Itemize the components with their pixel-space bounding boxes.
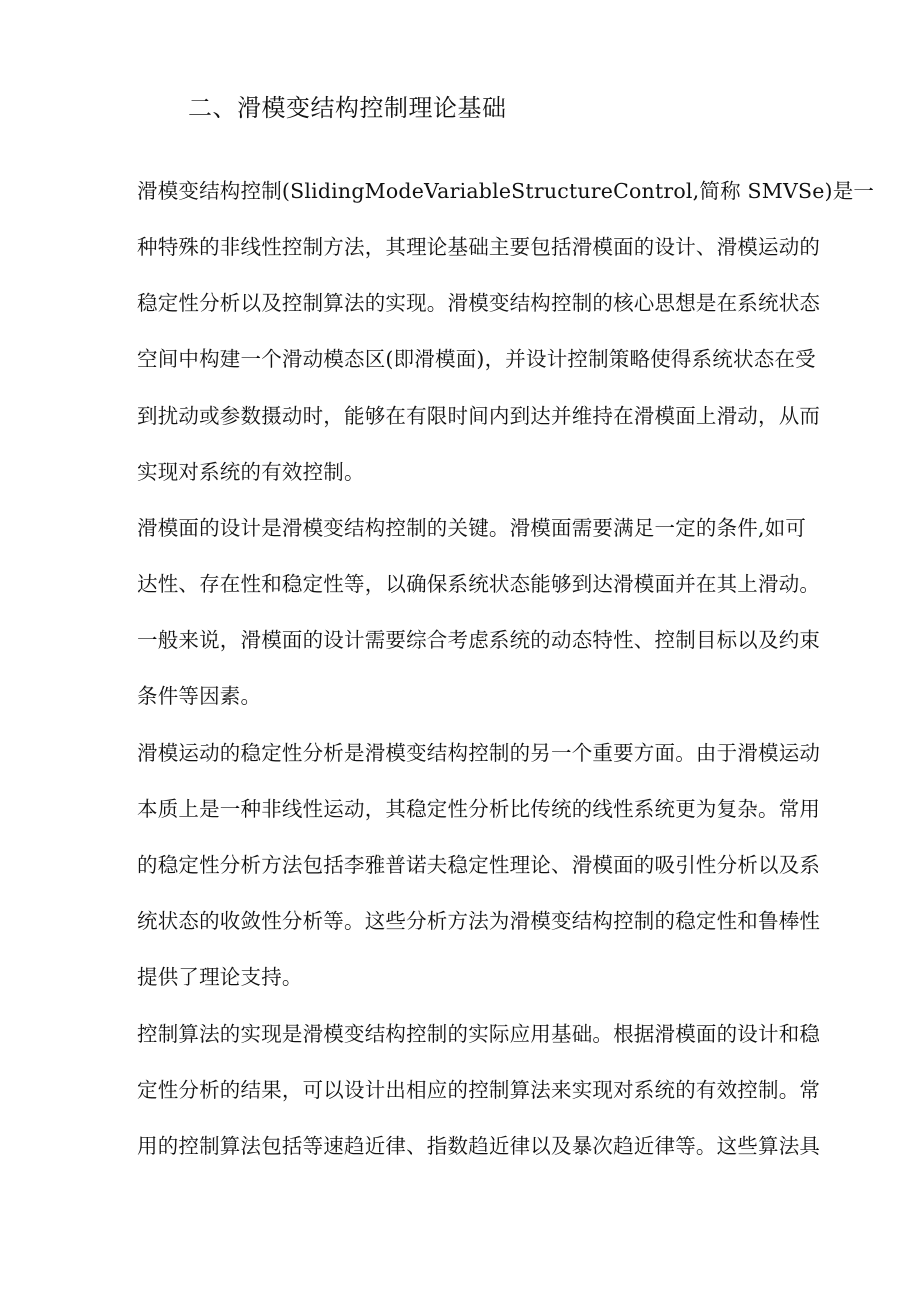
text-line: 到扰动或参数摄动时，能够在有限时间内到达并维持在滑模面上滑动，从而: [137, 404, 821, 428]
text-line: 本质上是一种非线性运动，其稳定性分析比传统的线性系统更为复杂。常用: [137, 797, 821, 821]
text-line: 稳定性分析以及控制算法的实现。滑模变结构控制的核心思想是在系统状态: [137, 291, 821, 315]
text-line: 滑模运动的稳定性分析是滑模变结构控制的另一个重要方面。由于滑模运动: [137, 741, 821, 765]
text-line: 实现对系统的有效控制。: [137, 460, 365, 484]
text-line: 达性、存在性和稳定性等，以确保系统状态能够到达滑模面并在其上滑动。: [137, 572, 821, 596]
text-line: 滑模面的设计是滑模变结构控制的关键。滑模面需要满足一定的条件,如可: [137, 516, 807, 540]
text-line: 条件等因素。: [137, 684, 262, 708]
text-line: 用的控制算法包括等速趋近律、指数趋近律以及暴次趋近律等。这些算法具: [137, 1134, 821, 1158]
text-line: 提供了理论支持。: [137, 965, 303, 989]
text-line: 统状态的收敛性分析等。这些分析方法为滑模变结构控制的稳定性和鲁棒性: [137, 909, 821, 933]
text-line: 滑模变结构控制(SlidingModeVariableStructureControl,简称 SMVSe)是一: [137, 179, 875, 203]
text-line: 定性分析的结果，可以设计出相应的控制算法来实现对系统的有效控制。常: [137, 1078, 821, 1102]
text-line: 控制算法的实现是滑模变结构控制的实际应用基础。根据滑模面的设计和稳: [137, 1022, 821, 1046]
section-heading: 二、滑模变结构控制理论基础: [188, 94, 507, 122]
text-line: 的稳定性分析方法包括李雅普诺夫稳定性理论、滑模面的吸引性分析以及系: [137, 853, 821, 877]
text-line: 空间中构建一个滑动模态区(即滑模面)，并设计控制策略使得系统状态在受: [137, 347, 816, 371]
text-line: 种特殊的非线性控制方法，其理论基础主要包括滑模面的设计、滑模运动的: [137, 235, 821, 259]
text-line: 一般来说，滑模面的设计需要综合考虑系统的动态特性、控制目标以及约束: [137, 628, 821, 652]
